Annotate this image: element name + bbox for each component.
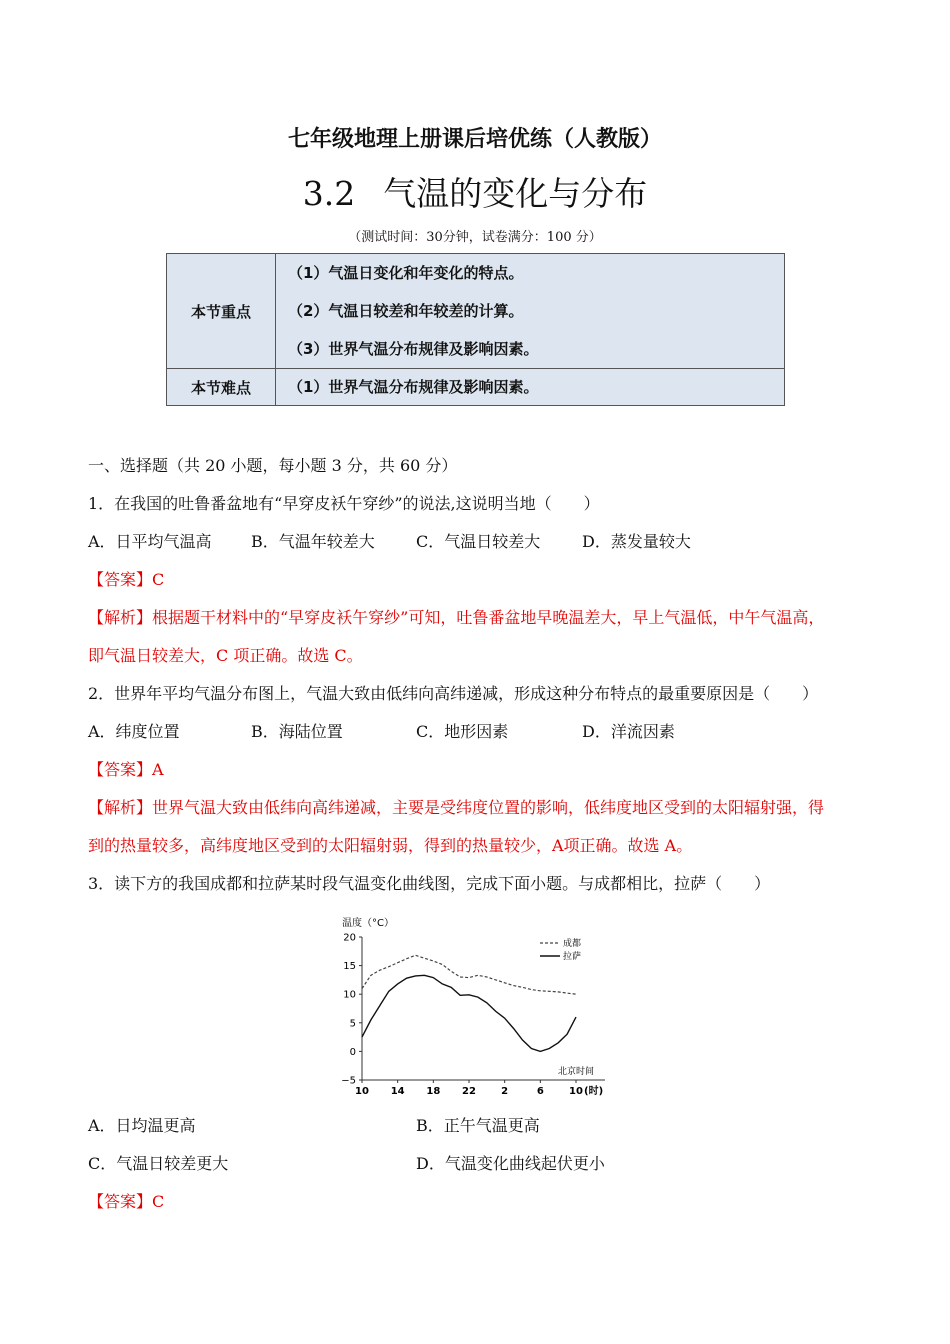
option-a: A．日均温更高 (88, 1116, 196, 1135)
key-points-row (167, 254, 785, 369)
x-unit-label: (时) (584, 1086, 604, 1097)
x-tick-label: 6 (536, 1086, 544, 1097)
section-title (0, 168, 950, 215)
option-d: D．蒸发量较大 (582, 532, 691, 551)
key-point-item: （2）气温日较差和年较差的计算。 (288, 302, 524, 320)
legend-label-chengdu: 成都 (563, 939, 582, 949)
chart-ylabel: 温度（°C） (342, 918, 394, 929)
question-2-analysis: 【解析】世界气温大致由低纬向高纬递减，主要是受纬度位置的影响，低纬度地区受到的太阳辐射强，得 (88, 798, 825, 817)
x-tick-label: 10 (355, 1086, 369, 1097)
option-a: A．日平均气温高 (88, 532, 212, 551)
difficult-point-item: （1）世界气温分布规律及影响因素。 (288, 378, 539, 396)
option-c: C．地形因素 (416, 722, 509, 741)
option-d: D．洋流因素 (582, 722, 675, 741)
x-tick-label: 2 (501, 1086, 509, 1097)
y-tick-label: 0 (349, 1046, 356, 1058)
key-point-item: （3）世界气温分布规律及影响因素。 (288, 340, 539, 358)
key-points-label: 本节重点 (167, 254, 276, 369)
y-tick-label: 10 (343, 989, 356, 1001)
question-1-analysis-cont: 即气温日较差大，C 项正确。故选 C。 (88, 646, 363, 665)
x-tick-label: 14 (390, 1086, 405, 1097)
y-tick-label: 20 (343, 932, 356, 944)
key-point-item: （1）气温日变化和年变化的特点。 (288, 264, 524, 282)
test-info: （测试时间：30分钟，试卷满分：100 分） (348, 230, 602, 245)
series-line-chengdu (362, 955, 576, 994)
difficult-points-row (167, 369, 785, 406)
question-1-stem: 1．在我国的吐鲁番盆地有“早穿皮袄午穿纱”的说法,这说明当地（ ） (88, 494, 600, 513)
option-c: C．气温日较差更大 (88, 1154, 229, 1173)
key-points-list (276, 254, 785, 369)
section-heading: 一、选择题（共 20 小题，每小题 3 分，共 60 分） (88, 456, 458, 475)
temperature-chart (320, 910, 620, 1100)
option-c: C．气温日较差大 (416, 532, 541, 551)
question-3-stem: 3．读下方的我国成都和拉萨某时段气温变化曲线图，完成下面小题。与成都相比，拉萨（ ） (88, 874, 771, 893)
difficult-points-list (276, 369, 785, 406)
section-title-text: 气温的变化与分布 (383, 174, 648, 213)
chart-xlabel: 北京时间 (558, 1067, 595, 1077)
section-number: 3.2 (302, 174, 356, 213)
question-2-stem: 2．世界年平均气温分布图上，气温大致由低纬向高纬递减，形成这种分布特点的最重要原因是（ ） (88, 684, 819, 703)
option-a: A．纬度位置 (88, 722, 180, 741)
legend (540, 937, 581, 962)
y-tick-label: 15 (343, 961, 356, 973)
question-3-answer: 【答案】C (88, 1192, 165, 1211)
series-line-lasa (362, 975, 576, 1051)
question-2-analysis-cont: 到的热量较多，高纬度地区受到的太阳辐射弱，得到的热量较少，A项正确。故选 A。 (88, 836, 693, 855)
x-tick-label: 10 (569, 1086, 583, 1097)
legend-label-lasa: 拉萨 (563, 952, 582, 962)
difficult-points-label: 本节难点 (167, 369, 276, 406)
option-d: D．气温变化曲线起伏更小 (416, 1154, 605, 1173)
x-tick-label: 18 (426, 1086, 441, 1097)
y-tick-label: −5 (341, 1075, 356, 1087)
question-1-answer: 【答案】C (88, 570, 165, 589)
key-points-table (166, 253, 785, 406)
y-ticks (341, 933, 362, 1087)
question-2-answer: 【答案】A (88, 760, 164, 779)
question-1-analysis: 【解析】根据题干材料中的“早穿皮袄午穿纱”可知，吐鲁番盆地早晚温差大，早上气温低，中午气温高， (88, 608, 825, 627)
x-ticks (355, 1080, 603, 1097)
option-b: B．海陆位置 (251, 722, 343, 741)
option-b: B．正午气温更高 (416, 1116, 540, 1135)
x-tick-label: 22 (462, 1086, 476, 1097)
y-tick-label: 5 (349, 1018, 356, 1030)
series-title: 七年级地理上册课后培优练（人教版） (287, 127, 662, 152)
option-b: B．气温年较差大 (251, 532, 375, 551)
